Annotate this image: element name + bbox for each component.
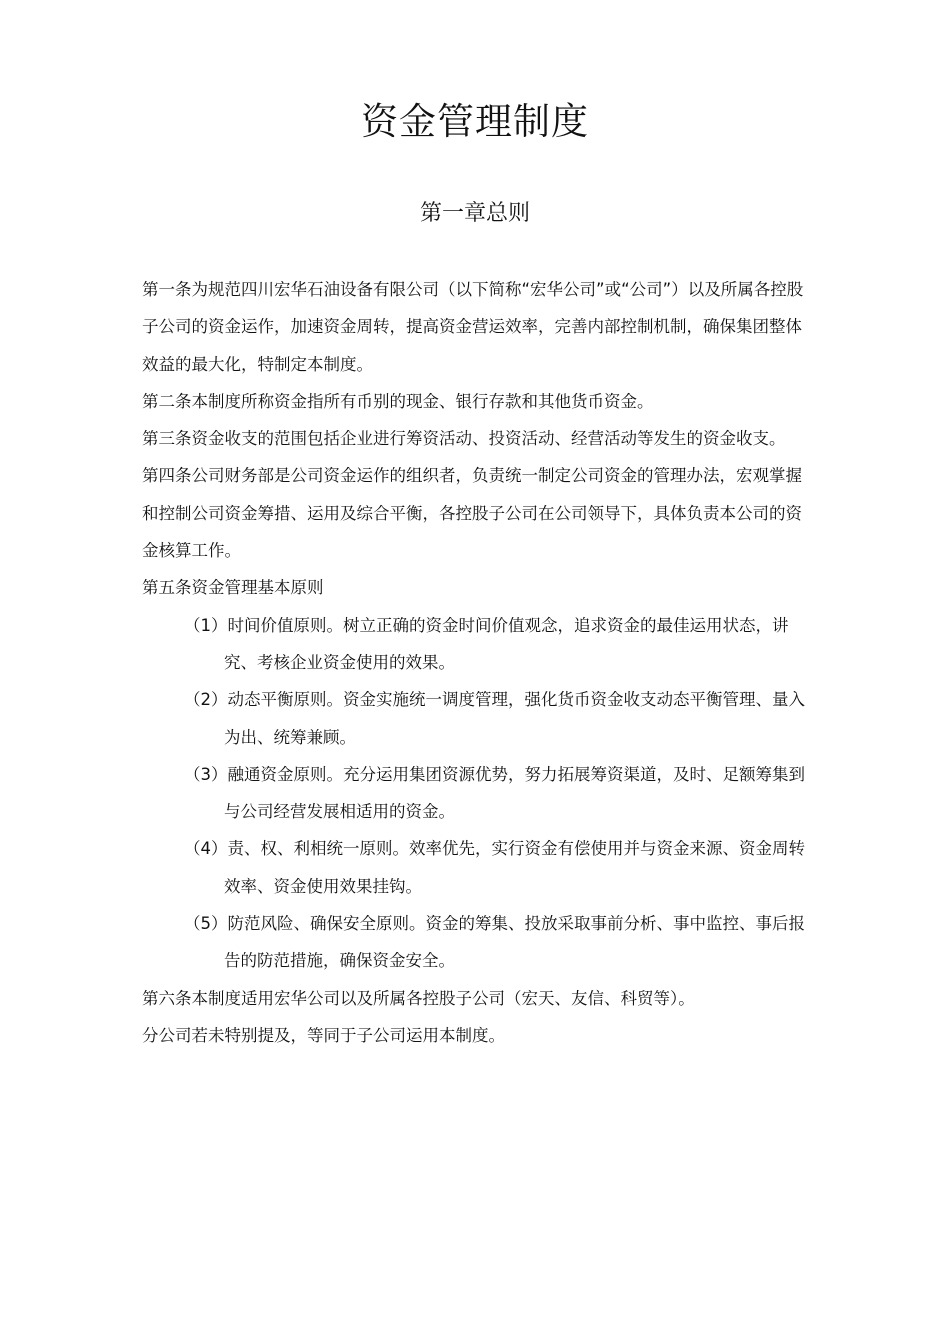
principle-item-1 xyxy=(142,607,818,682)
document-body xyxy=(142,271,818,1054)
principle-text: 时间价值原则。树立正确的资金时间价值观念，追求资金的最佳运用状态，讲究、考核企业资金使用的效果。 xyxy=(224,615,789,672)
article-4: 第四条公司财务部是公司资金运作的组织者，负责统一制定公司资金的管理办法，宏观掌握和控制公司资金筹措、运用及综合平衡，各控股子公司在公司领导下，具体负责本公司的资金核算工作。 xyxy=(142,466,802,561)
principle-item-4 xyxy=(142,830,818,905)
principle-text: 责、权、利相统一原则。效率优先，实行资金有偿使用并与资金来源、资金周转效率、资金使用效果挂钩。 xyxy=(224,839,805,896)
principle-number: （4） xyxy=(184,839,228,859)
article-1: 第一条为规范四川宏华石油设备有限公司（以下简称“宏华公司”或“公司”）以及所属各控股子公司的资金运作，加速资金周转，提高资金营运效率，完善内部控制机制，确保集团整体效益的最大化，特制定本制度。 xyxy=(142,280,804,374)
principle-number: （3） xyxy=(184,764,228,784)
article-5-heading: 第五条资金管理基本原则 xyxy=(142,578,324,598)
principle-item-3 xyxy=(142,756,818,831)
principle-text: 防范风险、确保安全原则。资金的筹集、投放采取事前分析、事中监控、事后报告的防范措施，确保资金安全。 xyxy=(224,914,805,971)
principle-text: 动态平衡原则。资金实施统一调度管理，强化货币资金收支动态平衡管理、量入为出、统筹兼顾。 xyxy=(224,690,805,747)
principle-item-2 xyxy=(142,681,818,756)
principle-text: 融通资金原则。充分运用集团资源优势，努力拓展筹资渠道，及时、足额筹集到与公司经营发展相适用的资金。 xyxy=(224,764,805,822)
article-6-note: 分公司若未特别提及，等同于子公司运用本制度。 xyxy=(142,1025,505,1045)
principle-number: （1） xyxy=(184,615,228,635)
principle-item-5 xyxy=(142,905,818,980)
document-title: 资金管理制度 xyxy=(361,100,589,143)
chapter-title: 第一章总则 xyxy=(419,201,530,226)
principle-number: （5） xyxy=(184,914,228,934)
article-3: 第三条资金收支的范围包括企业进行筹资活动、投资活动、经营活动等发生的资金收支。 xyxy=(142,429,786,449)
article-6: 第六条本制度适用宏华公司以及所属各控股子公司（宏天、友信、科贸等）。 xyxy=(142,988,695,1008)
principle-number: （2） xyxy=(184,690,228,710)
article-2: 第二条本制度所称资金指所有币别的现金、银行存款和其他货币资金。 xyxy=(142,391,654,411)
